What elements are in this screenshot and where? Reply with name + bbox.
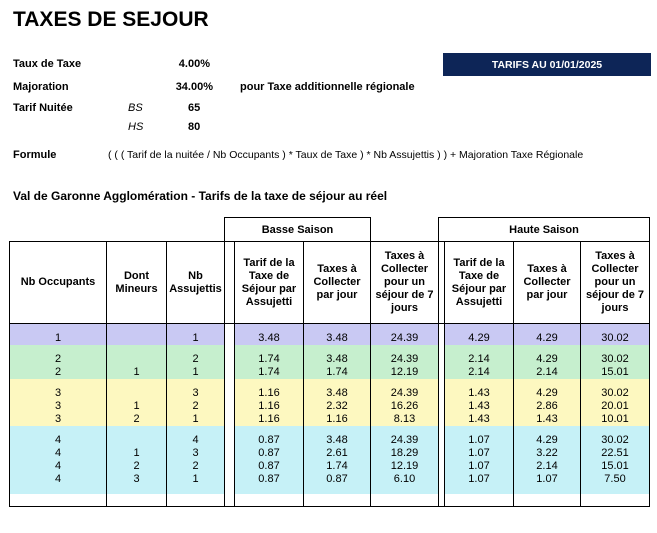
cell-nb-assujettis: 2 [167,400,225,413]
cell-bs-taxes-7: 18.29 [371,447,439,460]
formule-label: Formule [13,149,57,161]
cell-bs-taxes-7: 24.39 [371,332,439,345]
cell-hs-taxes-7: 10.01 [581,413,650,426]
cell-bs-taxes-jour: 1.16 [304,413,371,426]
cell-bs-taxes-jour: 1.74 [304,460,371,473]
table-row [10,387,650,400]
cell-nb-occupants: 4 [10,447,107,460]
cell-nb-occupants: 2 [10,366,107,379]
cell-hs-taxes-7: 15.01 [581,366,650,379]
cell-hs-tarif: 1.07 [445,447,514,460]
cell-dont-mineurs [107,353,167,366]
cell-dont-mineurs [107,387,167,400]
cell-hs-taxes-7: 15.01 [581,460,650,473]
cell-bs-taxes-7: 12.19 [371,366,439,379]
cell-hs-taxes-7: 30.02 [581,434,650,447]
table-row [10,332,650,345]
cell-bs-taxes-7: 12.19 [371,460,439,473]
table-row [10,434,650,447]
cell-hs-taxes-jour: 4.29 [514,353,581,366]
bs-label: BS [128,102,143,114]
cell-hs-taxes-7: 22.51 [581,447,650,460]
cell-bs-taxes-7: 8.13 [371,413,439,426]
cell-hs-tarif: 2.14 [445,366,514,379]
cell-dont-mineurs: 1 [107,366,167,379]
cell-nb-occupants: 1 [10,332,107,345]
table-row [10,460,650,473]
header-bs-tarif: Tarif de la Taxe de Séjour par Assujetti [235,242,304,324]
majoration-note: pour Taxe additionnelle régionale [240,81,415,93]
cell-hs-tarif: 1.43 [445,413,514,426]
cell-hs-taxes-7: 20.01 [581,400,650,413]
cell-hs-taxes-jour: 4.29 [514,332,581,345]
majoration-label: Majoration [13,81,69,93]
cell-bs-taxes-jour: 2.32 [304,400,371,413]
majoration-value: 34.00% [175,81,213,93]
header-mineurs: Dont Mineurs [107,242,167,324]
cell-hs-taxes-jour: 2.14 [514,460,581,473]
cell-bs-taxes-jour: 3.48 [304,387,371,400]
hs-label: HS [128,121,144,133]
cell-nb-occupants: 3 [10,400,107,413]
cell-nb-occupants: 3 [10,413,107,426]
cell-dont-mineurs: 2 [107,460,167,473]
cell-bs-taxes-jour: 2.61 [304,447,371,460]
cell-nb-assujettis: 2 [167,353,225,366]
cell-hs-tarif: 2.14 [445,353,514,366]
cell-bs-tarif: 0.87 [235,460,304,473]
cell-nb-assujettis: 1 [167,366,225,379]
cell-dont-mineurs: 2 [107,413,167,426]
table-row [10,413,650,426]
header-assujettis: Nb Assujettis [167,242,225,324]
cell-hs-tarif: 1.07 [445,473,514,486]
cell-nb-occupants: 4 [10,434,107,447]
cell-hs-taxes-jour: 4.29 [514,434,581,447]
group-haute-saison: Haute Saison [439,218,650,242]
header-hs-tarif: Tarif de la Taxe de Séjour par Assujetti [445,242,514,324]
table-row [10,366,650,379]
cell-bs-taxes-jour: 3.48 [304,332,371,345]
tarifs-table [9,217,650,507]
header-hs-taxes-7: Taxes à Collecter pour un séjour de 7 jours [581,242,650,324]
cell-dont-mineurs: 1 [107,447,167,460]
header-hs-taxes-jour: Taxes à Collecter par jour [514,242,581,324]
cell-hs-taxes-jour: 1.07 [514,473,581,486]
cell-hs-tarif: 1.43 [445,400,514,413]
tarifs-banner: TARIFS AU 01/01/2025 [443,53,651,76]
cell-nb-occupants: 4 [10,473,107,486]
cell-dont-mineurs: 3 [107,473,167,486]
cell-hs-taxes-7: 7.50 [581,473,650,486]
cell-hs-tarif: 4.29 [445,332,514,345]
cell-bs-taxes-7: 24.39 [371,353,439,366]
cell-hs-taxes-7: 30.02 [581,332,650,345]
cell-bs-tarif: 1.16 [235,400,304,413]
header-bs-taxes-7: Taxes à Collecter pour un séjour de 7 jours [371,242,439,324]
cell-nb-occupants: 4 [10,460,107,473]
table-subtitle: Val de Garonne Agglomération - Tarifs de la taxe de séjour au réel [13,189,388,203]
bs-value: 65 [188,102,201,114]
cell-nb-assujettis: 3 [167,447,225,460]
cell-bs-taxes-7: 16.26 [371,400,439,413]
cell-bs-taxes-jour: 0.87 [304,473,371,486]
cell-bs-tarif: 3.48 [235,332,304,345]
cell-hs-taxes-jour: 2.86 [514,400,581,413]
cell-hs-taxes-jour: 4.29 [514,387,581,400]
cell-dont-mineurs [107,332,167,345]
cell-bs-taxes-7: 24.39 [371,434,439,447]
cell-hs-tarif: 1.07 [445,434,514,447]
cell-dont-mineurs: 1 [107,400,167,413]
table-row [10,400,650,413]
cell-bs-tarif: 1.74 [235,366,304,379]
cell-nb-assujettis: 1 [167,413,225,426]
table-row [10,353,650,366]
page-title: TAXES DE SEJOUR [13,8,209,31]
tarif-nuitee-label: Tarif Nuitée [13,102,73,114]
cell-hs-tarif: 1.43 [445,387,514,400]
cell-bs-tarif: 0.87 [235,473,304,486]
cell-hs-taxes-jour: 2.14 [514,366,581,379]
cell-hs-taxes-7: 30.02 [581,353,650,366]
cell-dont-mineurs [107,434,167,447]
cell-bs-tarif: 1.16 [235,387,304,400]
cell-bs-taxes-7: 6.10 [371,473,439,486]
header-bs-taxes-jour: Taxes à Collecter par jour [304,242,371,324]
table-body [10,324,650,507]
table-row [10,447,650,460]
cell-bs-tarif: 0.87 [235,434,304,447]
cell-bs-taxes-jour: 3.48 [304,353,371,366]
formule-text: ( ( ( Tarif de la nuitée / Nb Occupants ) * Taux de Taxe ) * Nb Assujettis ) ) + Majoration Taxe Régionale [108,149,584,161]
cell-hs-taxes-jour: 1.43 [514,413,581,426]
hs-value: 80 [188,121,201,133]
cell-nb-occupants: 2 [10,353,107,366]
cell-bs-taxes-jour: 3.48 [304,434,371,447]
cell-hs-taxes-jour: 3.22 [514,447,581,460]
cell-nb-assujettis: 3 [167,387,225,400]
cell-nb-assujettis: 4 [167,434,225,447]
cell-bs-tarif: 1.74 [235,353,304,366]
cell-bs-taxes-jour: 1.74 [304,366,371,379]
cell-bs-tarif: 1.16 [235,413,304,426]
group-basse-saison: Basse Saison [225,218,371,242]
taux-value: 4.00% [178,58,210,70]
cell-nb-assujettis: 1 [167,332,225,345]
cell-nb-assujettis: 2 [167,460,225,473]
cell-hs-taxes-7: 30.02 [581,387,650,400]
header-occupants: Nb Occupants [10,242,107,324]
cell-nb-assujettis: 1 [167,473,225,486]
cell-hs-tarif: 1.07 [445,460,514,473]
cell-bs-taxes-7: 24.39 [371,387,439,400]
table-row [10,473,650,486]
cell-nb-occupants: 3 [10,387,107,400]
taux-label: Taux de Taxe [13,58,82,70]
cell-bs-tarif: 0.87 [235,447,304,460]
